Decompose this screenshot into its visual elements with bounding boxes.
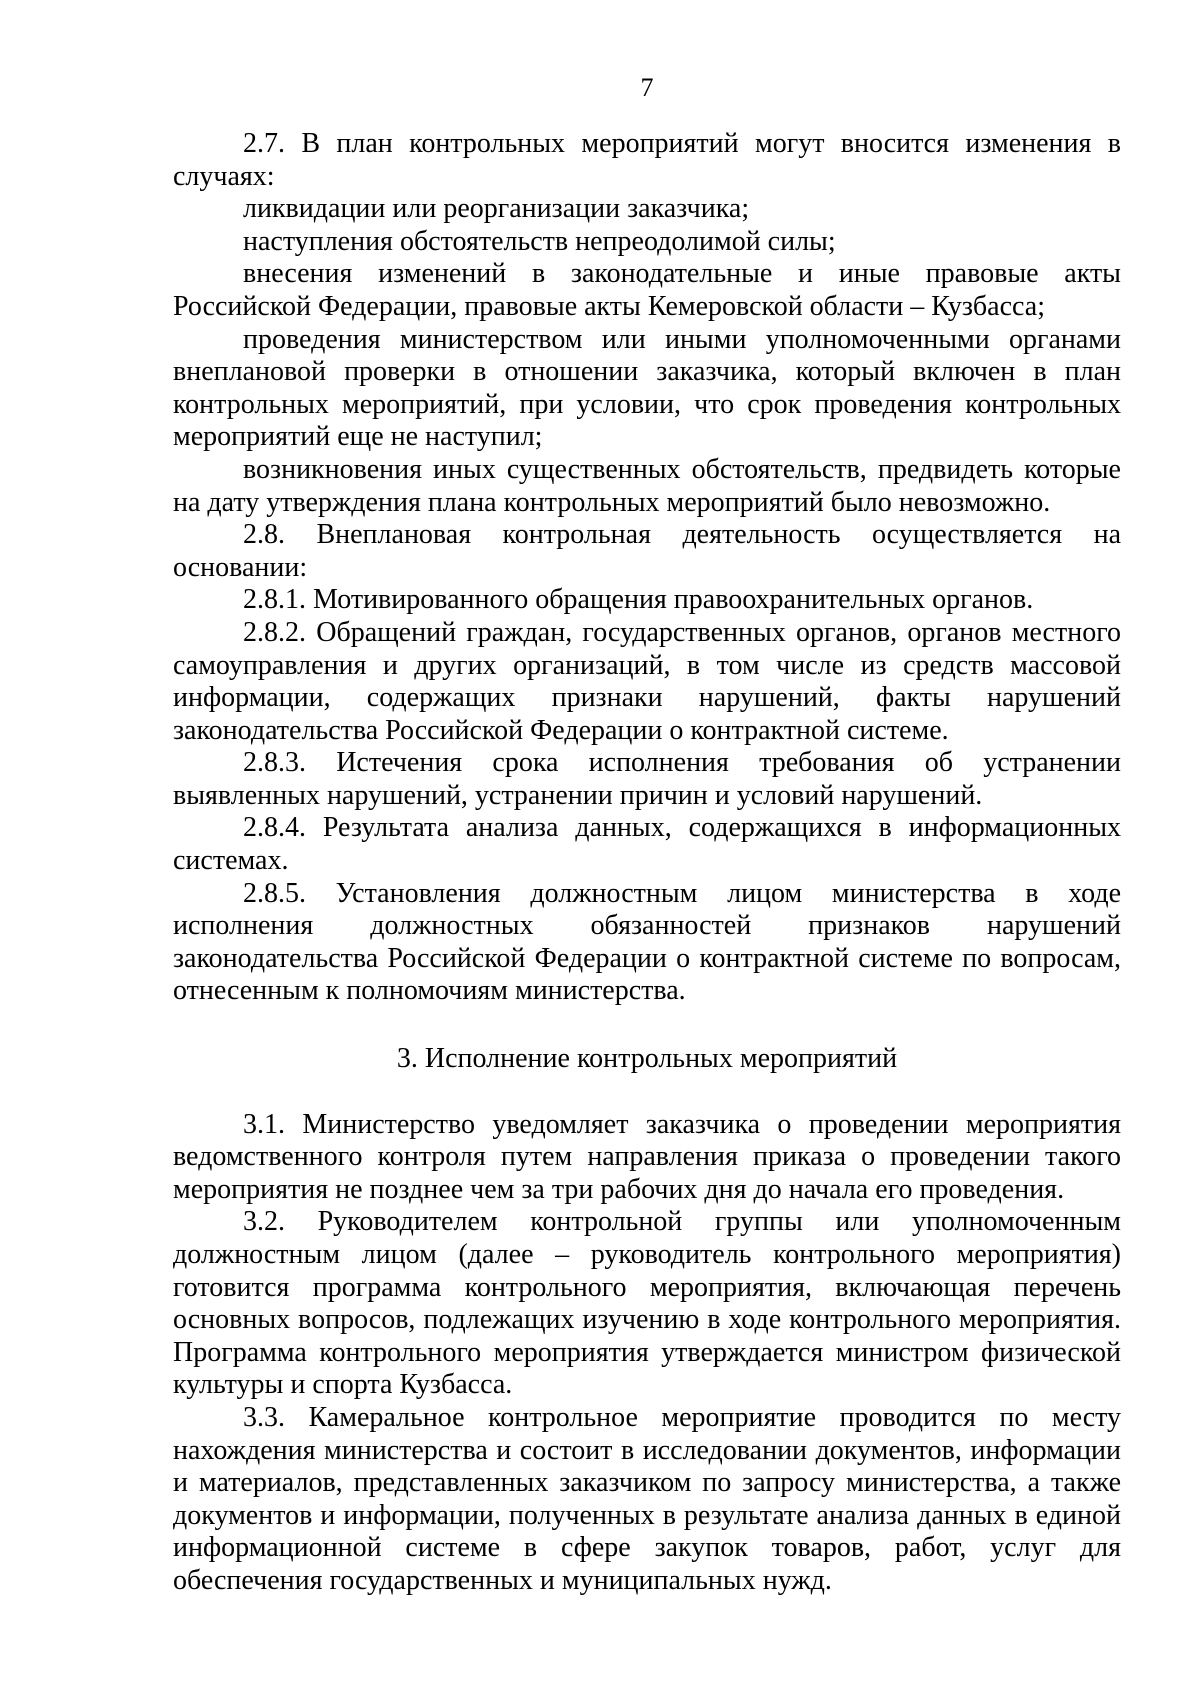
- paragraph-3-3: 3.3. Камеральное контрольное мероприятие проводится по месту нахождения министерства и состоит в исследовании документов, информации и материалов, представленных заказчиком по запросу министерства, а также документов и информации, полученных в результате анализа данных в единой информационной системе в сфере закупок товаров, работ, услуг для обеспечения государственных и муниципальных нужд.: [173, 1401, 1121, 1596]
- section-3-heading: 3. Исполнение контрольных мероприятий: [396, 1043, 898, 1075]
- paragraph-2-7-item-liquidation: ликвидации или реорганизации заказчика;: [243, 193, 750, 225]
- page-number: 7: [640, 73, 654, 102]
- paragraph-2-7: 2.7. В план контрольных мероприятий могут вносится изменения в случаях:: [173, 128, 1121, 192]
- paragraph-2-8: 2.8. Внеплановая контрольная деятельность осуществляется на основании:: [173, 519, 1121, 583]
- paragraph-3-2: 3.2. Руководителем контрольной группы или уполномоченным должностным лицом (далее – руководитель контрольного мероприятия) готовится программа контрольного мероприятия, включающая перечень основных вопросов, подлежащих изучению в ходе контрольного мероприятия. Программа контрольного мероприятия утверждается министром физической культуры и спорта Кузбасса.: [173, 1206, 1121, 1401]
- paragraph-2-8-5: 2.8.5. Установления должностным лицом министерства в ходе исполнения должностных обязанностей признаков нарушений законодательства Российской Федерации о контрактной системе по вопросам, отнесенным к полномочиям министерства.: [173, 877, 1121, 1007]
- paragraph-2-8-3: 2.8.3. Истечения срока исполнения требования об устранении выявленных нарушений, устранении причин и условий нарушений.: [173, 747, 1121, 811]
- paragraph-2-8-1: 2.8.1. Мотивированного обращения правоохранительных органов.: [243, 584, 1034, 616]
- paragraph-3-1: 3.1. Министерство уведомляет заказчика о проведении мероприятия ведомственного контроля путем направления приказа о проведении такого мероприятия не позднее чем за три рабочих дня до начала его проведения.: [173, 1108, 1121, 1205]
- paragraph-2-7-item-other-circumstances: возникновения иных существенных обстоятельств, предвидеть которые на дату утверждения плана контрольных мероприятий было невозможно.: [173, 453, 1121, 518]
- paragraph-2-7-item-unscheduled-check: проведения министерством или иными уполномоченными органами внеплановой проверки в отношении заказчика, который включен в план контрольных мероприятий, при условии, что срок проведения контрольных мероприятий еще не наступил;: [173, 323, 1121, 453]
- document-body: [173, 128, 1121, 1598]
- paragraph-2-7-item-force-majeure: наступления обстоятельств непреодолимой силы;: [243, 225, 836, 257]
- paragraph-2-8-2: 2.8.2. Обращений граждан, государственных органов, органов местного самоуправления и других организаций, в том числе из средств массовой информации, содержащих признаки нарушений, факты нарушений законодательства Российской Федерации о контрактной системе.: [173, 616, 1121, 746]
- paragraph-2-7-item-legal-changes: внесения изменений в законодательные и иные правовые акты Российской Федерации, правовые акты Кемеровской области – Кузбасса;: [173, 258, 1121, 322]
- document-page: [173, 0, 1121, 1697]
- paragraph-2-8-4: 2.8.4. Результата анализа данных, содержащихся в информационных системах.: [173, 812, 1121, 877]
